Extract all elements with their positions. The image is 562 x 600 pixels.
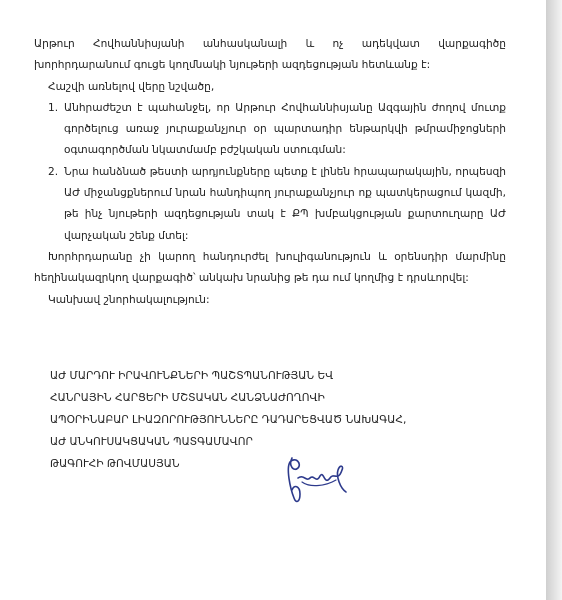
signature-line-1: ԱԺ ՄԱՐԴՈՒ ԻՐԱՎՈՒՆՔՆԵՐԻ ՊԱՇՏՊԱՆՈՒԹՅԱՆ ԵՎ xyxy=(50,370,334,382)
paragraph-considering: Հաշվի առնելով վերը նշվածը, xyxy=(48,80,215,93)
signature-line-2: ՀԱՆՐԱՅԻՆ ՀԱՐՑԵՐԻ ՄՇՏԱԿԱՆ ՀԱՆՁՆԱԺՈՂՈՎԻ xyxy=(50,392,325,404)
paragraph-parliament: Խորհրդարանը չի կարող հանդուրժել խուլիգանություն և օրենսդիր մարմինը հեղինակազրկող վարքագիծ՝ անկախ նրանից թե դա ում կողմից է դրսևորվել: xyxy=(34,250,506,285)
letter-body xyxy=(34,34,506,311)
paragraph-intro-line2: խորհրդարանում գուցե կողմնակի նյութերի ազդեցության հետևանք է: xyxy=(34,59,431,72)
list-item-1-text: Անհրաժեշտ է պահանջել, որ Արթուր Հովհաննիսյանը Ազգային ժողով մուտք գործելուց առաջ յուրաքանչյուր օր պարտադիր ենթարկվի թմրամիջոցների օգտագործման նկատմամբ բժշկական ստուգման: xyxy=(64,101,506,157)
signature-name: ԹԱԳՈՒՀԻ ԹՈՎՄԱՍՅԱՆ xyxy=(50,458,180,470)
list-item-2-text: Նրա հանձնած թեստի արդյունքները պետք է լինեն հրապարակային, որպեսզի ԱԺ միջանցքներում նրան հանդիպող յուրաքանչյուր ոք պատկերացում կազմի, թե ինչ նյութերի ազդեցության տակ է ՔՊ խմբակցության քարտուղարը ԱԺ վարչական շենք մտել: xyxy=(64,165,506,242)
page-edge xyxy=(546,0,562,600)
paragraph-intro-line1: Արթուր Հովհաննիսյանի անհասկանալի և ոչ ադեկվատ վարքագիծը xyxy=(34,38,506,50)
signature-line-3: ԱՊՕՐԻՆԱԲԱՐ ԼԻԱԶՈՐՈՒԹՅՈՒՆՆԵՐԸ ԴԱԴԱՐԵՑՎԱԾ ՆԱԽԱԳԱՀ, xyxy=(50,414,407,426)
paragraph-thanks: Կանխավ շնորհակալություն: xyxy=(48,293,210,306)
list-item-1 xyxy=(34,98,506,162)
signature-line-4: ԱԺ ԱՆԿՈՒՍԱԿՑԱԿԱՆ ՊԱՏԳԱՄԱՎՈՐ xyxy=(50,436,253,448)
paragraph-intro xyxy=(34,34,506,77)
list-item-1-number: 1. xyxy=(48,101,59,114)
list-item-2-number: 2. xyxy=(48,165,59,178)
handwritten-signature xyxy=(280,448,360,508)
list-item-2 xyxy=(34,162,506,247)
